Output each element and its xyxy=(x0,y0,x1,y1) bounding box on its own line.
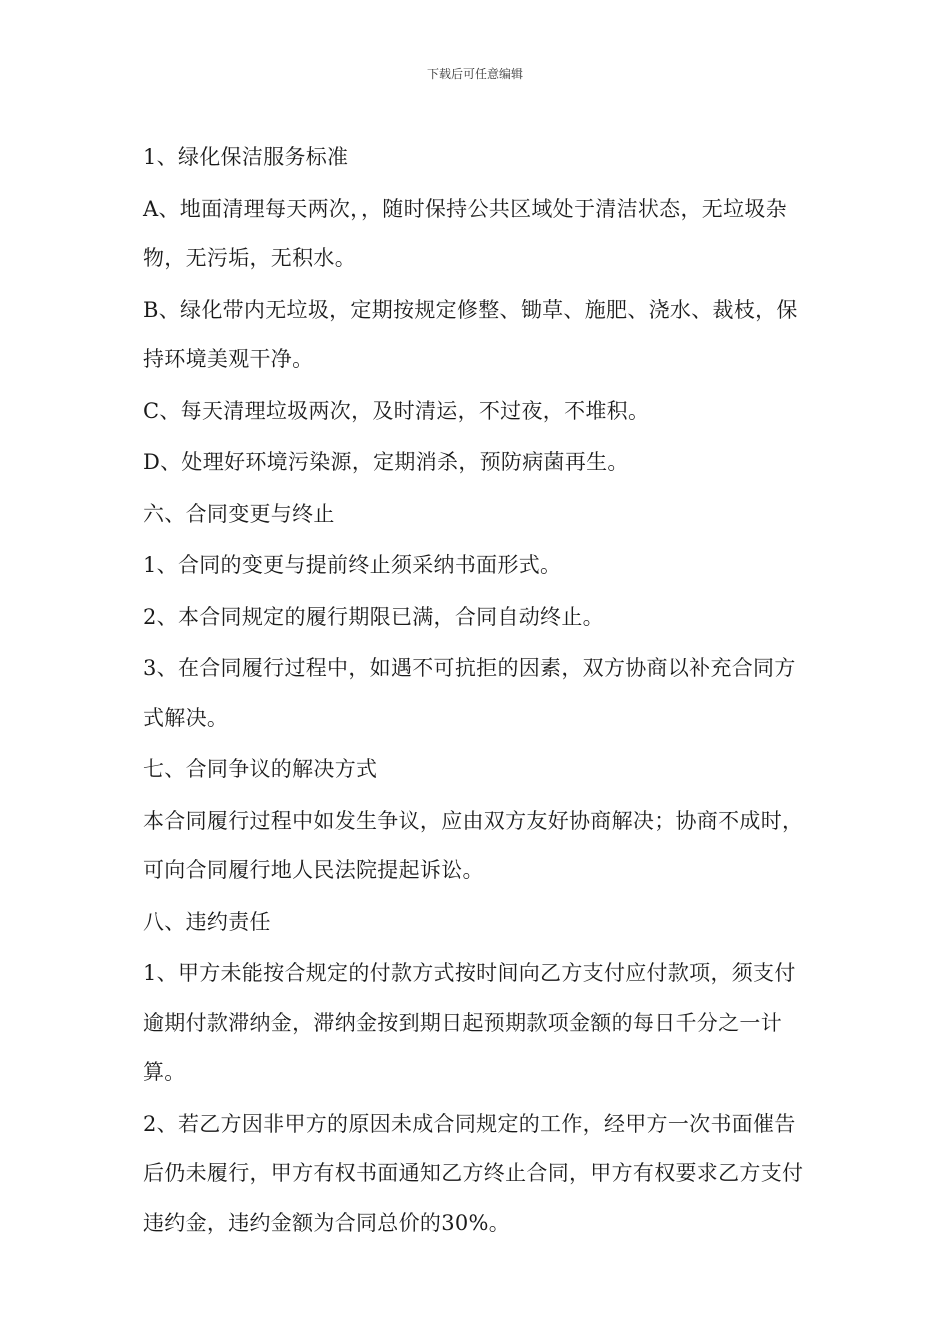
paragraph-7-body: 本合同履行过程中如发生争议，应由双方友好协商解决；协商不成时，可向合同履行地人民法院提起诉讼。 xyxy=(143,808,804,882)
section-heading-7: 七、合同争议的解决方式 xyxy=(143,757,378,781)
paragraph-item-a: A、地面清理每天两次，，随时保持公共区域处于清洁状态，无垃圾杂物，无污垢，无积水。 xyxy=(143,196,787,270)
paragraph-item-b: B、绿化带内无垃圾，定期按规定修整、锄草、施肥、浇水、裁枝，保持环境美观干净。 xyxy=(143,297,798,371)
paragraph-item-d: D、处理好环境污染源，定期消杀，预防病菌再生。 xyxy=(143,450,629,474)
paragraph-item-c: C、每天清理垃圾两次，及时清运，不过夜，不堆积。 xyxy=(143,398,650,423)
paragraph-6-3: 3、在合同履行过程中，如遇不可抗拒的因素，双方协商以补充合同方式解决。 xyxy=(143,656,796,730)
section-heading-8: 八、违约责任 xyxy=(143,909,271,934)
paragraph-8-1: 1、甲方未能按合规定的付款方式按时间向乙方支付应付款项，须支付逾期付款滞纳金，滞纳金按到期日起预期款项金额的每日千分之一计算。 xyxy=(143,961,796,1084)
paragraph-8-2: 2、若乙方因非甲方的原因未成合同规定的工作，经甲方一次书面催告后仍未履行，甲方有权书面通知乙方终止合同，甲方有权要求乙方支付违约金，违约金额为合同总价的30%。 xyxy=(143,1111,804,1235)
page-header: 下载后可任意编辑 xyxy=(426,67,523,81)
paragraph-6-2: 2、本合同规定的履行期限已满，合同自动终止。 xyxy=(143,604,604,629)
section-heading-6: 六、合同变更与终止 xyxy=(143,501,335,526)
paragraph-6-1: 1、合同的变更与提前终止须采纳书面形式。 xyxy=(143,553,562,577)
paragraph-greening-standard: 1、绿化保洁服务标准 xyxy=(143,145,349,169)
document-body xyxy=(143,133,807,1250)
